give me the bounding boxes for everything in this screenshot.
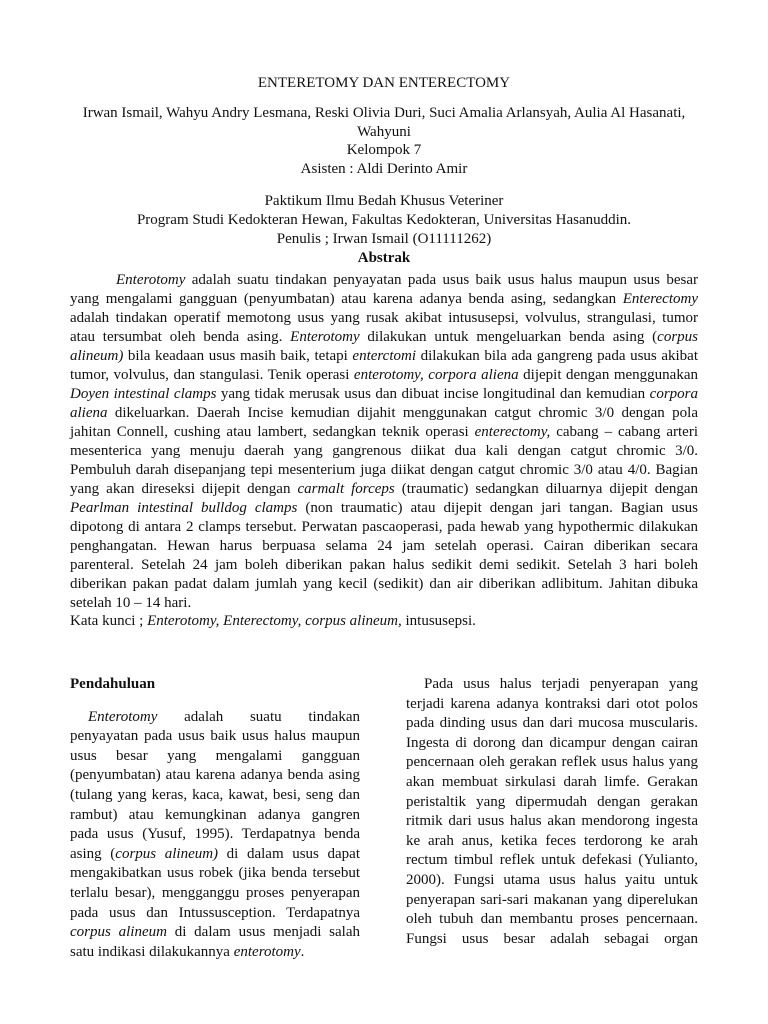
abstract-line	[70, 461, 698, 480]
italic-term: Enterectomy	[622, 291, 698, 307]
intro-line	[70, 943, 360, 963]
text-run: dipotong di antara 2 clamps tersebut. Perwatan pascaoperasi, pada hewab yang hypothermic dilakukan	[70, 519, 698, 535]
text-run: penyayatan pada usus baik usus halus maupun	[70, 728, 360, 745]
text-run: penghangatan. Hewan harus berpuasa selama 24 jam setelah operasi. Cairan diberikan secara	[70, 538, 698, 554]
body-line	[406, 891, 698, 911]
text-run: yang tidak merusak usus dan dibuat incise longitudinal dan kemudian	[216, 386, 650, 402]
program-name: Program Studi Kedokteran Hewan, Fakultas Kedokteran, Universitas Hasanuddin.	[136, 212, 632, 228]
italic-term: enterctomi	[352, 348, 417, 364]
course-name: Paktikum Ilmu Bedah Khusus Veteriner	[264, 193, 504, 209]
text-run: dijepit dengan menggunakan	[518, 367, 698, 383]
text-run: 2000). Fungsi utama usus halus yaitu untuk	[406, 871, 698, 888]
abstract-heading: Abstrak	[357, 250, 411, 266]
text-run: tumor, volvulus, dan stangulasi. Tenik operasi	[70, 367, 354, 383]
text-run: (penyumbatan) atau karena adanya benda asing	[70, 767, 360, 784]
italic-term: Enterotomy	[116, 272, 186, 288]
text-run: jahitan Connell, cushing atau lambert, sedangkan teknik operasi	[70, 424, 475, 440]
text-run: usus besar yang mengalami gangguan	[70, 747, 360, 764]
italic-term: carmalt forceps	[297, 481, 395, 497]
authors-line-2: Wahyuni	[357, 123, 411, 140]
intro-line	[70, 864, 360, 884]
italic-term: corpus alineum)	[115, 845, 219, 862]
body-line	[406, 714, 698, 734]
intro-line	[70, 825, 360, 845]
italic-term: aliena	[70, 405, 108, 421]
body-line	[406, 871, 698, 891]
text-run: pada dinding usus dan dari mucosa muscularis.	[406, 715, 698, 732]
keywords-line	[70, 612, 698, 631]
abstract-line	[70, 556, 698, 575]
text-run: terlalu besar), mengganggu proses penyerapan	[70, 884, 360, 901]
italic-term: corpora	[649, 386, 698, 402]
intro-line	[70, 806, 360, 826]
body-line	[406, 832, 698, 852]
text-run: cabang – cabang arteri	[550, 424, 698, 440]
italic-term: enterotomy	[233, 943, 301, 960]
text-run: pada usus dan Intussusception. Terdapatnya	[70, 904, 360, 921]
paper-title: ENTERETOMY DAN ENTERECTOMY	[257, 75, 511, 91]
italic-term: Enterotomy	[290, 329, 360, 345]
abstract-line	[70, 537, 698, 556]
text-run: rambut) atau kemungkinan adanya gangren	[70, 806, 360, 823]
text-run: (traumatic) sedangkan diluarnya dijepit dengan	[394, 481, 699, 497]
right-column-text	[406, 675, 698, 949]
keyword-text: Kata kunci ;	[70, 613, 148, 629]
body-line	[406, 773, 698, 793]
body-line	[406, 910, 698, 930]
intro-line	[70, 904, 360, 924]
body-line	[406, 675, 698, 695]
text-run: atau tersumbat oleh benda asing.	[70, 329, 291, 345]
assistant-name: Asisten : Aldi Derinto Amir	[300, 160, 468, 177]
intro-line	[70, 923, 360, 943]
abstract-line	[70, 366, 698, 385]
abstract-line	[70, 290, 698, 309]
body-line	[406, 812, 698, 832]
text-run: mengakibatkan usus robek (jika benda tersebut	[70, 865, 360, 882]
text-run: adalah tindakan operatif memotong usus yang rusak akibat intususepsi, volvulus, strangulasi, tumor	[70, 310, 698, 326]
text-run: .	[300, 943, 305, 960]
abstract-line	[70, 347, 698, 366]
text-run: Fungsi usus besar adalah sebagai organ	[406, 930, 698, 947]
italic-term: alineum)	[70, 348, 124, 364]
abstract-body	[70, 271, 698, 613]
text-run: penyerapan sari-sari makanan yang diperelukan	[406, 891, 698, 908]
italic-term: Doyen intestinal clamps	[70, 386, 217, 402]
text-run: yang mengalami gangguan (penyumbatan) atau karena adanya benda asing, sedangkan	[70, 291, 623, 307]
text-run: Pada usus halus terjadi penyerapan yang	[424, 676, 698, 692]
abstract-line	[70, 309, 698, 328]
intro-line	[70, 845, 360, 865]
text-run: (tulang yang keras, kaca, kawat, besi, seng dan	[70, 786, 360, 803]
author-block	[70, 104, 698, 178]
text-run: adalah suatu tindakan penyayatan pada usus baik usus halus maupun usus besar	[185, 272, 698, 288]
body-line	[406, 695, 698, 715]
text-run: parenteral. Setelah 24 jam boleh diberikan pakan halus sedikit demi sedikit. Setelah 3 hari boleh	[70, 557, 698, 573]
introduction-heading: Pendahuluan	[70, 676, 156, 692]
text-run: dikeluarkan. Daerah Incise kemudian dijahit menggunakan catgut chromic 3/0 dengan pola	[107, 405, 698, 421]
body-line	[406, 851, 698, 871]
keyword-text: intususepsi.	[401, 613, 476, 629]
text-run: akan membuat sirkulasi darah limfe. Gerakan	[406, 773, 698, 790]
right-column	[406, 675, 698, 949]
text-run: ritmik dari usus halus akan mendorong ingesta	[406, 813, 698, 830]
body-line	[406, 930, 698, 950]
text-run: dilakukan untuk mengeluarkan benda asing (	[359, 329, 658, 345]
abstract-line	[70, 442, 698, 461]
text-run: (non traumatic) atau dijepit dengan jari tangan. Bagian usus	[297, 500, 698, 516]
paper-page	[70, 0, 698, 1024]
text-run: ke arah anus, ketika feces terdorong ke arah	[406, 832, 698, 849]
text-run: adalah suatu tindakan	[157, 708, 360, 725]
text-run: yang akan direseksi dijepit dengan	[70, 481, 298, 497]
text-run: Pembuluh darah disepanjang tepi mesenterium juga diikat dengan catgut chromic 3/0 atau 4/0. Bagian	[70, 462, 698, 478]
abstract-line	[70, 404, 698, 423]
text-run: di dalam usus menjadi salah	[166, 924, 360, 941]
abstract-line	[70, 499, 698, 518]
intro-line	[70, 884, 360, 904]
intro-line	[70, 727, 360, 747]
intro-line	[70, 786, 360, 806]
affiliation-block	[70, 192, 698, 268]
text-run: dilakukan bila ada gangreng pada usus akibat	[416, 348, 698, 364]
intro-line	[70, 708, 360, 728]
text-run: asing (	[70, 845, 116, 862]
text-run: bila keadaan usus masih baik, tetapi	[123, 348, 353, 364]
introduction-text	[70, 708, 360, 963]
abstract-line	[70, 575, 698, 594]
italic-term: Enterotomy	[88, 708, 158, 725]
text-run: rectum timbul reflek untuk defekasi (Yulianto,	[406, 852, 698, 869]
text-run: terjadi karena adanya kontraksi dari otot polos	[406, 695, 698, 712]
body-line	[406, 753, 698, 773]
text-run: satu indikasi dilakukannya	[70, 943, 234, 960]
text-run: oleh tubuh dan membantu proses pencernaan.	[406, 911, 698, 928]
abstract-line	[70, 480, 698, 499]
italic-term: corpus	[657, 329, 698, 345]
body-line	[406, 793, 698, 813]
text-run: mesenterica yang menuju daerah yang gangrenous diikat dua kali dengan catgut chromic 3/0.	[70, 443, 698, 459]
text-run: diberikan pakan padat dalam jumlah yang kecil (sedikit) dan air diberikan adlibitum. Jahitan dibuka	[70, 576, 698, 592]
italic-term: corpus alineum	[70, 924, 167, 941]
text-run: Ingesta di dorong dan dicampur dengan cairan	[406, 734, 698, 751]
abstract-line	[70, 423, 698, 442]
authors-line-1: Irwan Ismail, Wahyu Andry Lesmana, Reski Olivia Duri, Suci Amalia Arlansyah, Aulia Al Hasanati,	[82, 105, 686, 121]
keyword-terms: Enterotomy, Enterectomy, corpus alineum,	[147, 613, 402, 629]
abstract-line	[70, 594, 698, 613]
text-run: peristaltik yang dipermudah dengan gerakan	[406, 793, 698, 810]
abstract-line	[70, 328, 698, 347]
abstract-line	[70, 385, 698, 404]
abstract-line	[70, 518, 698, 537]
text-run: di dalam usus dapat	[218, 845, 360, 862]
abstract-line	[70, 271, 698, 290]
italic-term: Pearlman intestinal bulldog clamps	[70, 500, 298, 516]
text-run: setelah 10 – 14 hari.	[70, 595, 192, 611]
writer-name: Penulis ; Irwan Ismail (O11111262)	[276, 231, 492, 247]
body-line	[406, 734, 698, 754]
text-run: pada usus (Yusuf, 1995). Terdapatnya benda	[70, 826, 360, 843]
left-column	[70, 675, 360, 962]
group-name: Kelompok 7	[346, 142, 422, 158]
intro-line	[70, 766, 360, 786]
text-run: pencernaan oleh gerakan reflek usus halus yang	[406, 754, 698, 771]
italic-term: enterectomy,	[474, 424, 551, 440]
intro-line	[70, 747, 360, 767]
italic-term: enterotomy, corpora aliena	[353, 367, 519, 383]
